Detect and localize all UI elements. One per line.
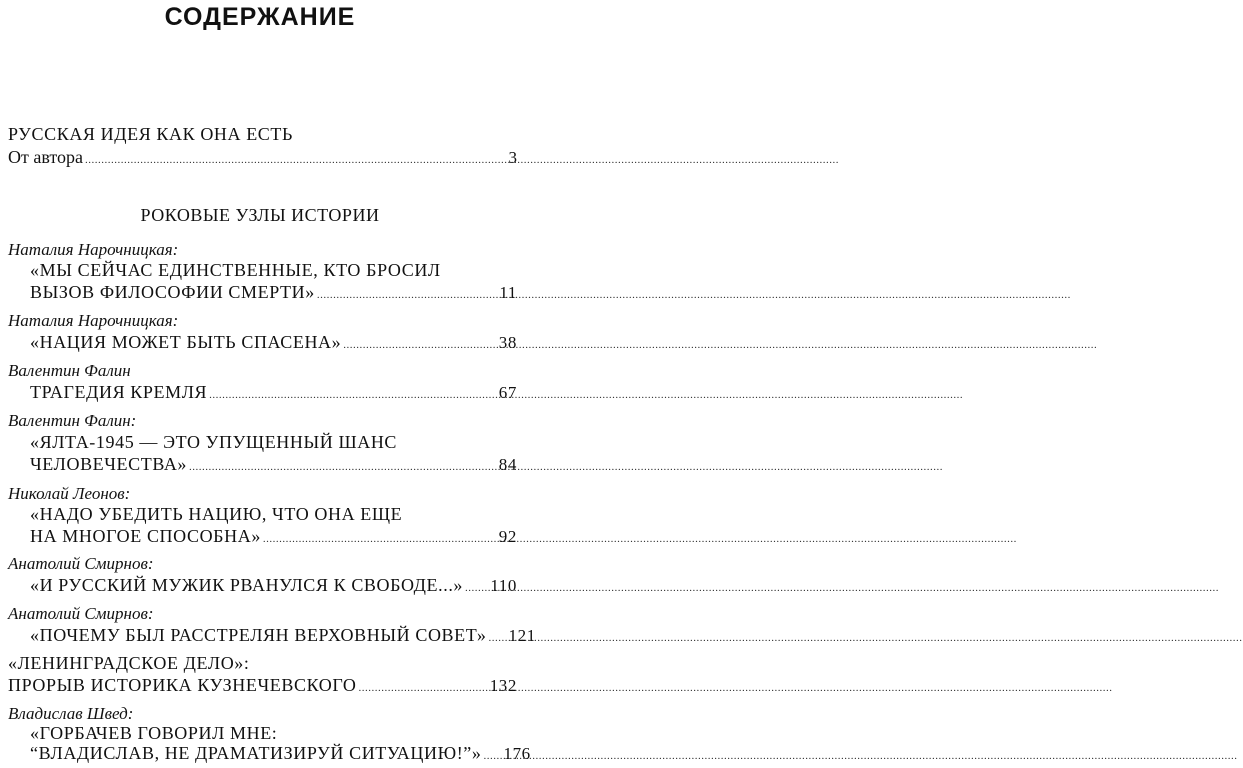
toc-entry-title-line: ТРАГЕДИЯ КРЕМЛЯ (30, 382, 208, 402)
toc-entry-title-line: ПРОРЫВ ИСТОРИКА КУЗНЕЧЕВСКОГО (8, 675, 357, 695)
toc-entry-9[interactable] (30, 742, 531, 768)
toc-entry-author: Анатолий Смирнов: (8, 604, 154, 623)
toc-entry-from-author[interactable] (8, 146, 517, 172)
toc-entry-title-line: «И РУССКИЙ МУЖИК РВАНУЛСЯ К СВОБОДЕ...» (30, 575, 464, 595)
toc-entry-title-line: «НАЦИЯ МОЖЕТ БЫТЬ СПАСЕНА» (30, 332, 342, 352)
toc-page-number: 121 (508, 626, 536, 645)
toc-entry-author: Наталия Нарочницкая: (8, 240, 179, 259)
toc-entry-title-line: ВЫЗОВ ФИЛОСОФИИ СМЕРТИ» (30, 282, 315, 302)
toc-entry-author: Валентин Фалин: (8, 411, 137, 430)
dot-leader (343, 334, 497, 357)
toc-page-number: 67 (498, 383, 517, 402)
dot-leader (189, 456, 497, 479)
toc-entry-4[interactable] (30, 453, 517, 479)
toc-entry-6[interactable] (30, 574, 517, 600)
toc-entry-author: Николай Леонов: (8, 484, 131, 503)
toc-entry-2[interactable] (30, 331, 517, 357)
toc-entry-1[interactable] (30, 281, 517, 307)
toc-entry-title-line: НА МНОГОЕ СПОСОБНА» (30, 526, 261, 546)
toc-page-number: 92 (498, 527, 517, 546)
toc-entry-title-line[interactable]: «МЫ СЕЙЧАС ЕДИНСТВЕННЫЕ, КТО БРОСИЛ (30, 260, 441, 280)
toc-entry-title-line[interactable]: «НАДО УБЕДИТЬ НАЦИЮ, ЧТО ОНА ЕЩЕ (30, 504, 403, 524)
toc-entry-title-line[interactable]: «ЯЛТА-1945 — ЭТО УПУЩЕННЫЙ ШАНС (30, 432, 398, 452)
toc-entry-author: Анатолий Смирнов: (8, 554, 154, 573)
toc-page-number: 3 (508, 148, 517, 167)
dot-leader (489, 627, 507, 650)
toc-entry-author: Валентин Фалин (8, 361, 131, 380)
toc-entry-author: Владислав Швед: (8, 704, 134, 723)
section-heading-russian-idea: РУССКАЯ ИДЕЯ КАК ОНА ЕСТЬ (8, 124, 293, 144)
toc-entry-title-line[interactable]: «ЛЕНИНГРАДСКОЕ ДЕЛО»: (8, 653, 250, 673)
dot-leader (483, 745, 501, 768)
dot-leader (359, 677, 488, 700)
dot-leader (465, 577, 488, 600)
toc-entry-title-line: “ВЛАДИСЛАВ, НЕ ДРАМАТИЗИРУЙ СИТУАЦИЮ!”» (30, 743, 482, 763)
toc-entry-8[interactable] (8, 674, 517, 700)
toc-entry-5[interactable] (30, 525, 517, 551)
toc-entry-7[interactable] (30, 624, 536, 650)
toc-page-number: 110 (490, 576, 517, 595)
dot-leader (209, 384, 497, 407)
toc-page-number: 84 (498, 455, 517, 474)
toc-entry-title: От автора (8, 147, 84, 167)
toc-entry-3[interactable] (30, 381, 517, 407)
toc-entry-title-line: ЧЕЛОВЕЧЕСТВА» (30, 454, 188, 474)
dot-leader (263, 528, 497, 551)
toc-entry-author: Наталия Нарочницкая: (8, 311, 179, 330)
toc-entry-title-line: «ПОЧЕМУ БЫЛ РАССТРЕЛЯН ВЕРХОВНЫЙ СОВЕТ» (30, 625, 487, 645)
toc-page-number: 132 (489, 676, 517, 695)
toc-page-number: 176 (503, 744, 531, 763)
toc-page-number: 38 (498, 333, 517, 352)
dot-leader (85, 149, 506, 172)
dot-leader (317, 284, 498, 307)
toc-entry-title-line[interactable]: «ГОРБАЧЕВ ГОВОРИЛ МНЕ: (30, 723, 278, 743)
section-heading-fatal-knots: РОКОВЫЕ УЗЛЫ ИСТОРИИ (140, 205, 380, 225)
page-title: СОДЕРЖАНИЕ (164, 3, 356, 31)
toc-page-number: 11 (499, 283, 517, 302)
